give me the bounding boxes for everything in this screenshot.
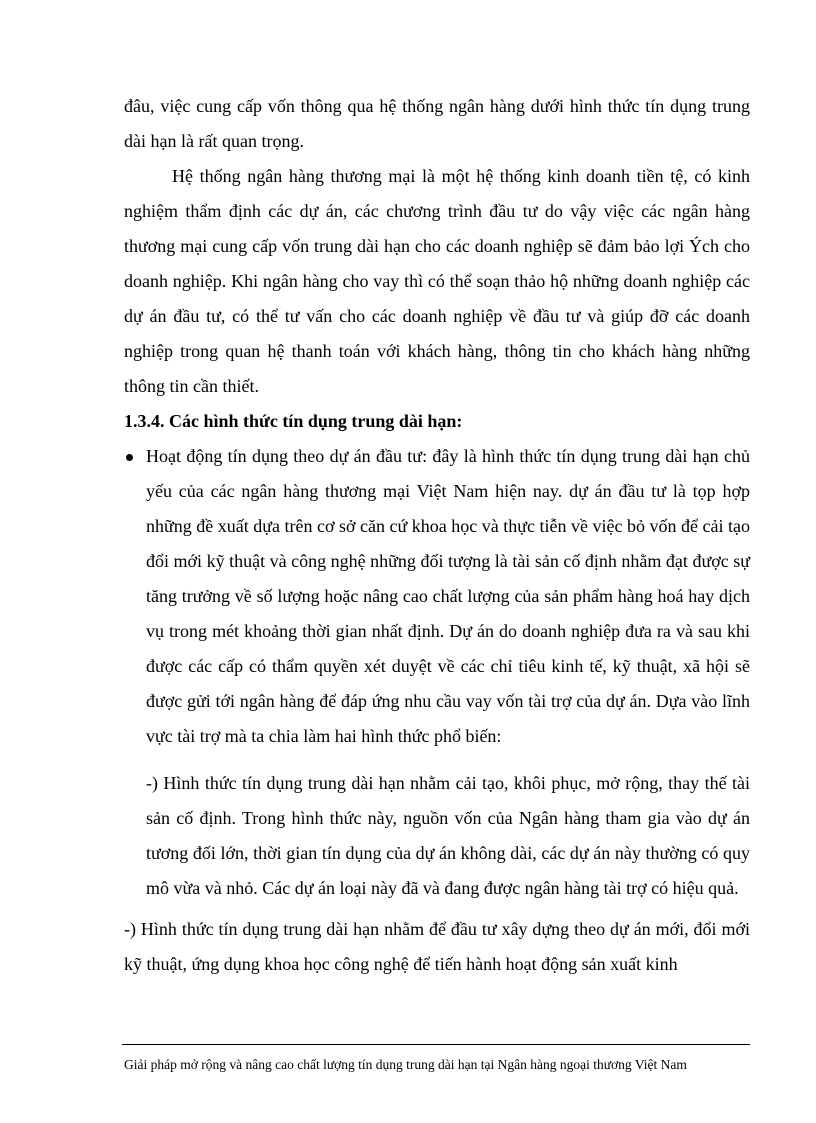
paragraph-continuation: đâu, việc cung cấp vốn thông qua hệ thống ngân hàng dưới hình thức tín dụng trung dài hạn là rất quan trọng. [124, 96, 750, 151]
bullet-icon [126, 454, 133, 461]
section-heading: 1.3.4. Các hình thức tín dụng trung dài hạn: [124, 411, 463, 431]
sub-item-renovation: -) Hình thức tín dụng trung dài hạn nhằm cải tạo, khôi phục, mở rộng, thay thế tài sản cố định. Trong hình thức này, nguồn vốn của Ngân hàng tham gia vào dự án tương đối lớn, thời gian tín dụng của dự án không dài, các dự án này thường có quy mô vừa và nhỏ. Các dự án loại này đã và đang được ngân hàng tài trợ có hiệu quả. [146, 773, 750, 898]
list-item-text: Hoạt động tín dụng theo dự án đầu tư: đây là hình thức tín dụng trung dài hạn chủ yếu của các ngân hàng thương mại Việt Nam hiện nay. dự án đầu tư là tọp hợp những đề xuất dựa trên cơ sở căn cứ khoa học và thực tiễn về việc bỏ vốn để cải tạo đổi mới kỹ thuật và công nghệ những đối tượng là tài sản cố định nhằm đạt được sự tăng trưởng về số lượng hoặc nâng cao chất lượng của sản phẩm hàng hoá hay dịch vụ trong mét khoảng thời gian nhất định. Dự án do doanh nghiệp đưa ra và sau khi được các cấp có thẩm quyền xét duyệt về các chỉ tiêu kinh tế, kỹ thuật, xã hội sẽ được gửi tới ngân hàng để đáp ứng nhu cầu vay vốn tài trợ của dự án. Dựa vào lĩnh vực tài trợ mà ta chia làm hai hình thức phổ biến: [146, 446, 750, 746]
list-item [124, 439, 750, 754]
page-body [124, 89, 750, 982]
footer-divider [122, 1044, 750, 1045]
sub-item-new-project: -) Hình thức tín dụng trung dài hạn nhằm để đầu tư xây dựng theo dự án mới, đổi mới kỹ thuật, ứng dụng khoa học công nghệ để tiến hành hoạt động sản xuất kinh [124, 919, 750, 974]
bullet-list [124, 439, 750, 754]
paragraph-banking-system: Hệ thống ngân hàng thương mại là một hệ thống kinh doanh tiền tệ, có kinh nghiệm thẩm định các dự án, các chương trình đầu tư do vậy việc các ngân hàng thương mại cung cấp vốn trung dài hạn cho các doanh nghiệp sẽ đảm bảo lợi Ých cho doanh nghiệp. Khi ngân hàng cho vay thì có thể soạn thảo hộ những doanh nghiệp các dự án đầu tư, có thể tư vấn cho các doanh nghiệp về đầu tư và giúp đỡ các doanh nghiệp trong quan hệ thanh toán với khách hàng, thông tin cho khách hàng những thông tin cần thiết. [124, 166, 750, 396]
page-footer: Giải pháp mở rộng và nâng cao chất lượng tín dụng trung dài hạn tại Ngân hàng ngoại thương Việt Nam [124, 1057, 687, 1072]
